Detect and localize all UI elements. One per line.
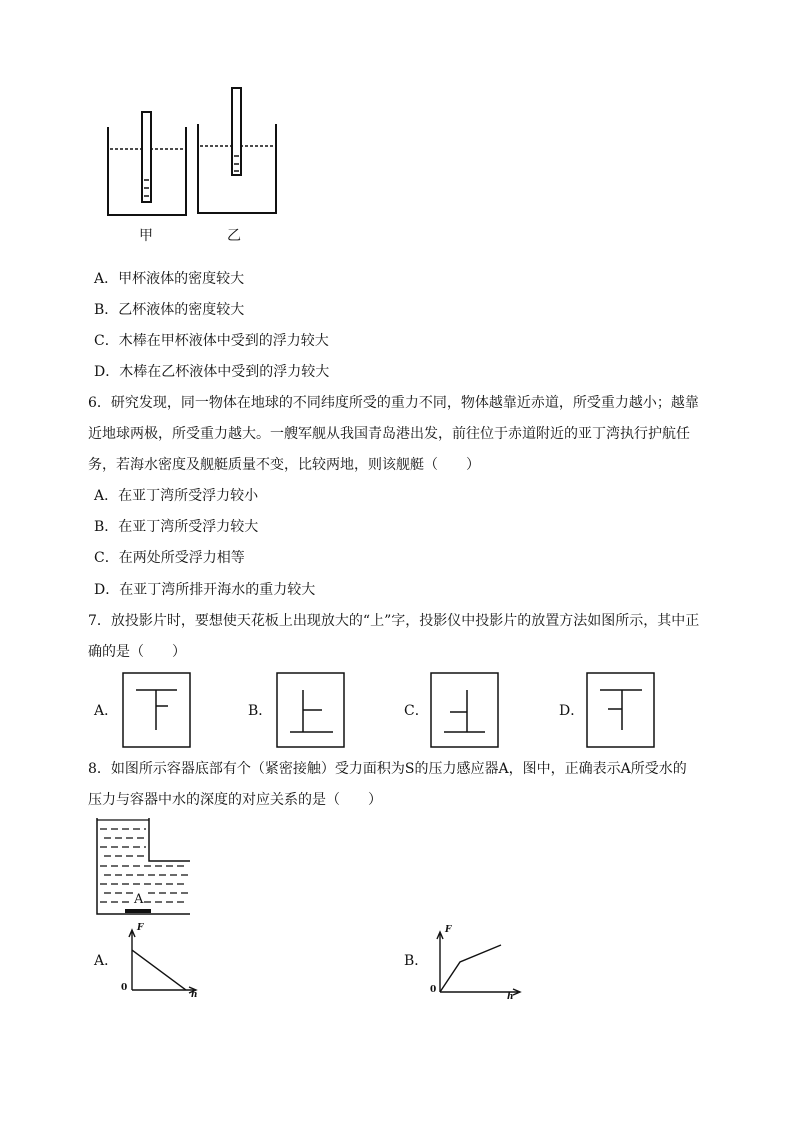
q6-option-c: C．在两处所受浮力相等 xyxy=(94,550,245,566)
q6-option-a: A．在亚丁湾所受浮力较小 xyxy=(94,488,259,504)
q8-label-b: B． xyxy=(404,953,429,969)
q8-stem-line-2: 压力与容器中水的深度的对应关系的是（ ） xyxy=(88,792,382,808)
q5-option-c: C．木棒在甲杯液体中受到的浮力较大 xyxy=(94,333,329,349)
graph-b-line xyxy=(440,945,501,992)
graph-a-x-label: h xyxy=(191,990,198,1000)
q6-option-b: B．在亚丁湾所受浮力较大 xyxy=(94,519,259,535)
q7-stem-line-1: 7．放投影片时，要想使天花板上出现放大的“上”字，投影仪中投影片的放置方法如图所示，其中正 xyxy=(88,613,700,629)
q5-option-b: B．乙杯液体的密度较大 xyxy=(94,302,245,318)
graph-b-y-label: F xyxy=(445,925,452,935)
q7-stem-line-2: 确的是（ ） xyxy=(88,644,186,660)
label-yi: 乙 xyxy=(227,228,241,244)
label-jia: 甲 xyxy=(139,228,153,244)
q5-option-d: D．木棒在乙杯液体中受到的浮力较大 xyxy=(94,364,330,380)
q6-stem-line-1: 6．研究发现，同一物体在地球的不同纬度所受的重力不同，物体越靠近赤道，所受重力越小；越靠 xyxy=(88,395,699,411)
q7-label-c: C． xyxy=(404,703,429,719)
graph-a-y-label: F xyxy=(137,923,144,933)
sensor-label: A xyxy=(134,892,144,907)
q7-label-a: A． xyxy=(94,703,119,719)
q7-label-b: B． xyxy=(248,703,273,719)
q6-option-d: D．在亚丁湾所排开海水的重力较大 xyxy=(94,582,316,598)
q6-stem-line-2: 近地球两极，所受重力越大。一艘军舰从我国青岛港出发，前往位于赤道附近的亚丁湾执行护航任 xyxy=(88,426,690,442)
q8-label-a: A． xyxy=(94,953,119,969)
graph-b-x-label: h xyxy=(507,992,514,1002)
graph-a-origin: 0 xyxy=(121,983,128,993)
q7-label-d: D． xyxy=(559,703,585,719)
q5-option-a: A．甲杯液体的密度较大 xyxy=(94,271,245,287)
q8-stem-line-1: 8．如图所示容器底部有个（紧密接触）受力面积为S的压力感应器A，图中，正确表示A所受水的 xyxy=(88,761,687,777)
graph-b-origin: 0 xyxy=(430,985,437,995)
q6-stem-line-3: 务，若海水密度及舰艇质量不变，比较两地，则该舰艇（ ） xyxy=(88,457,480,473)
